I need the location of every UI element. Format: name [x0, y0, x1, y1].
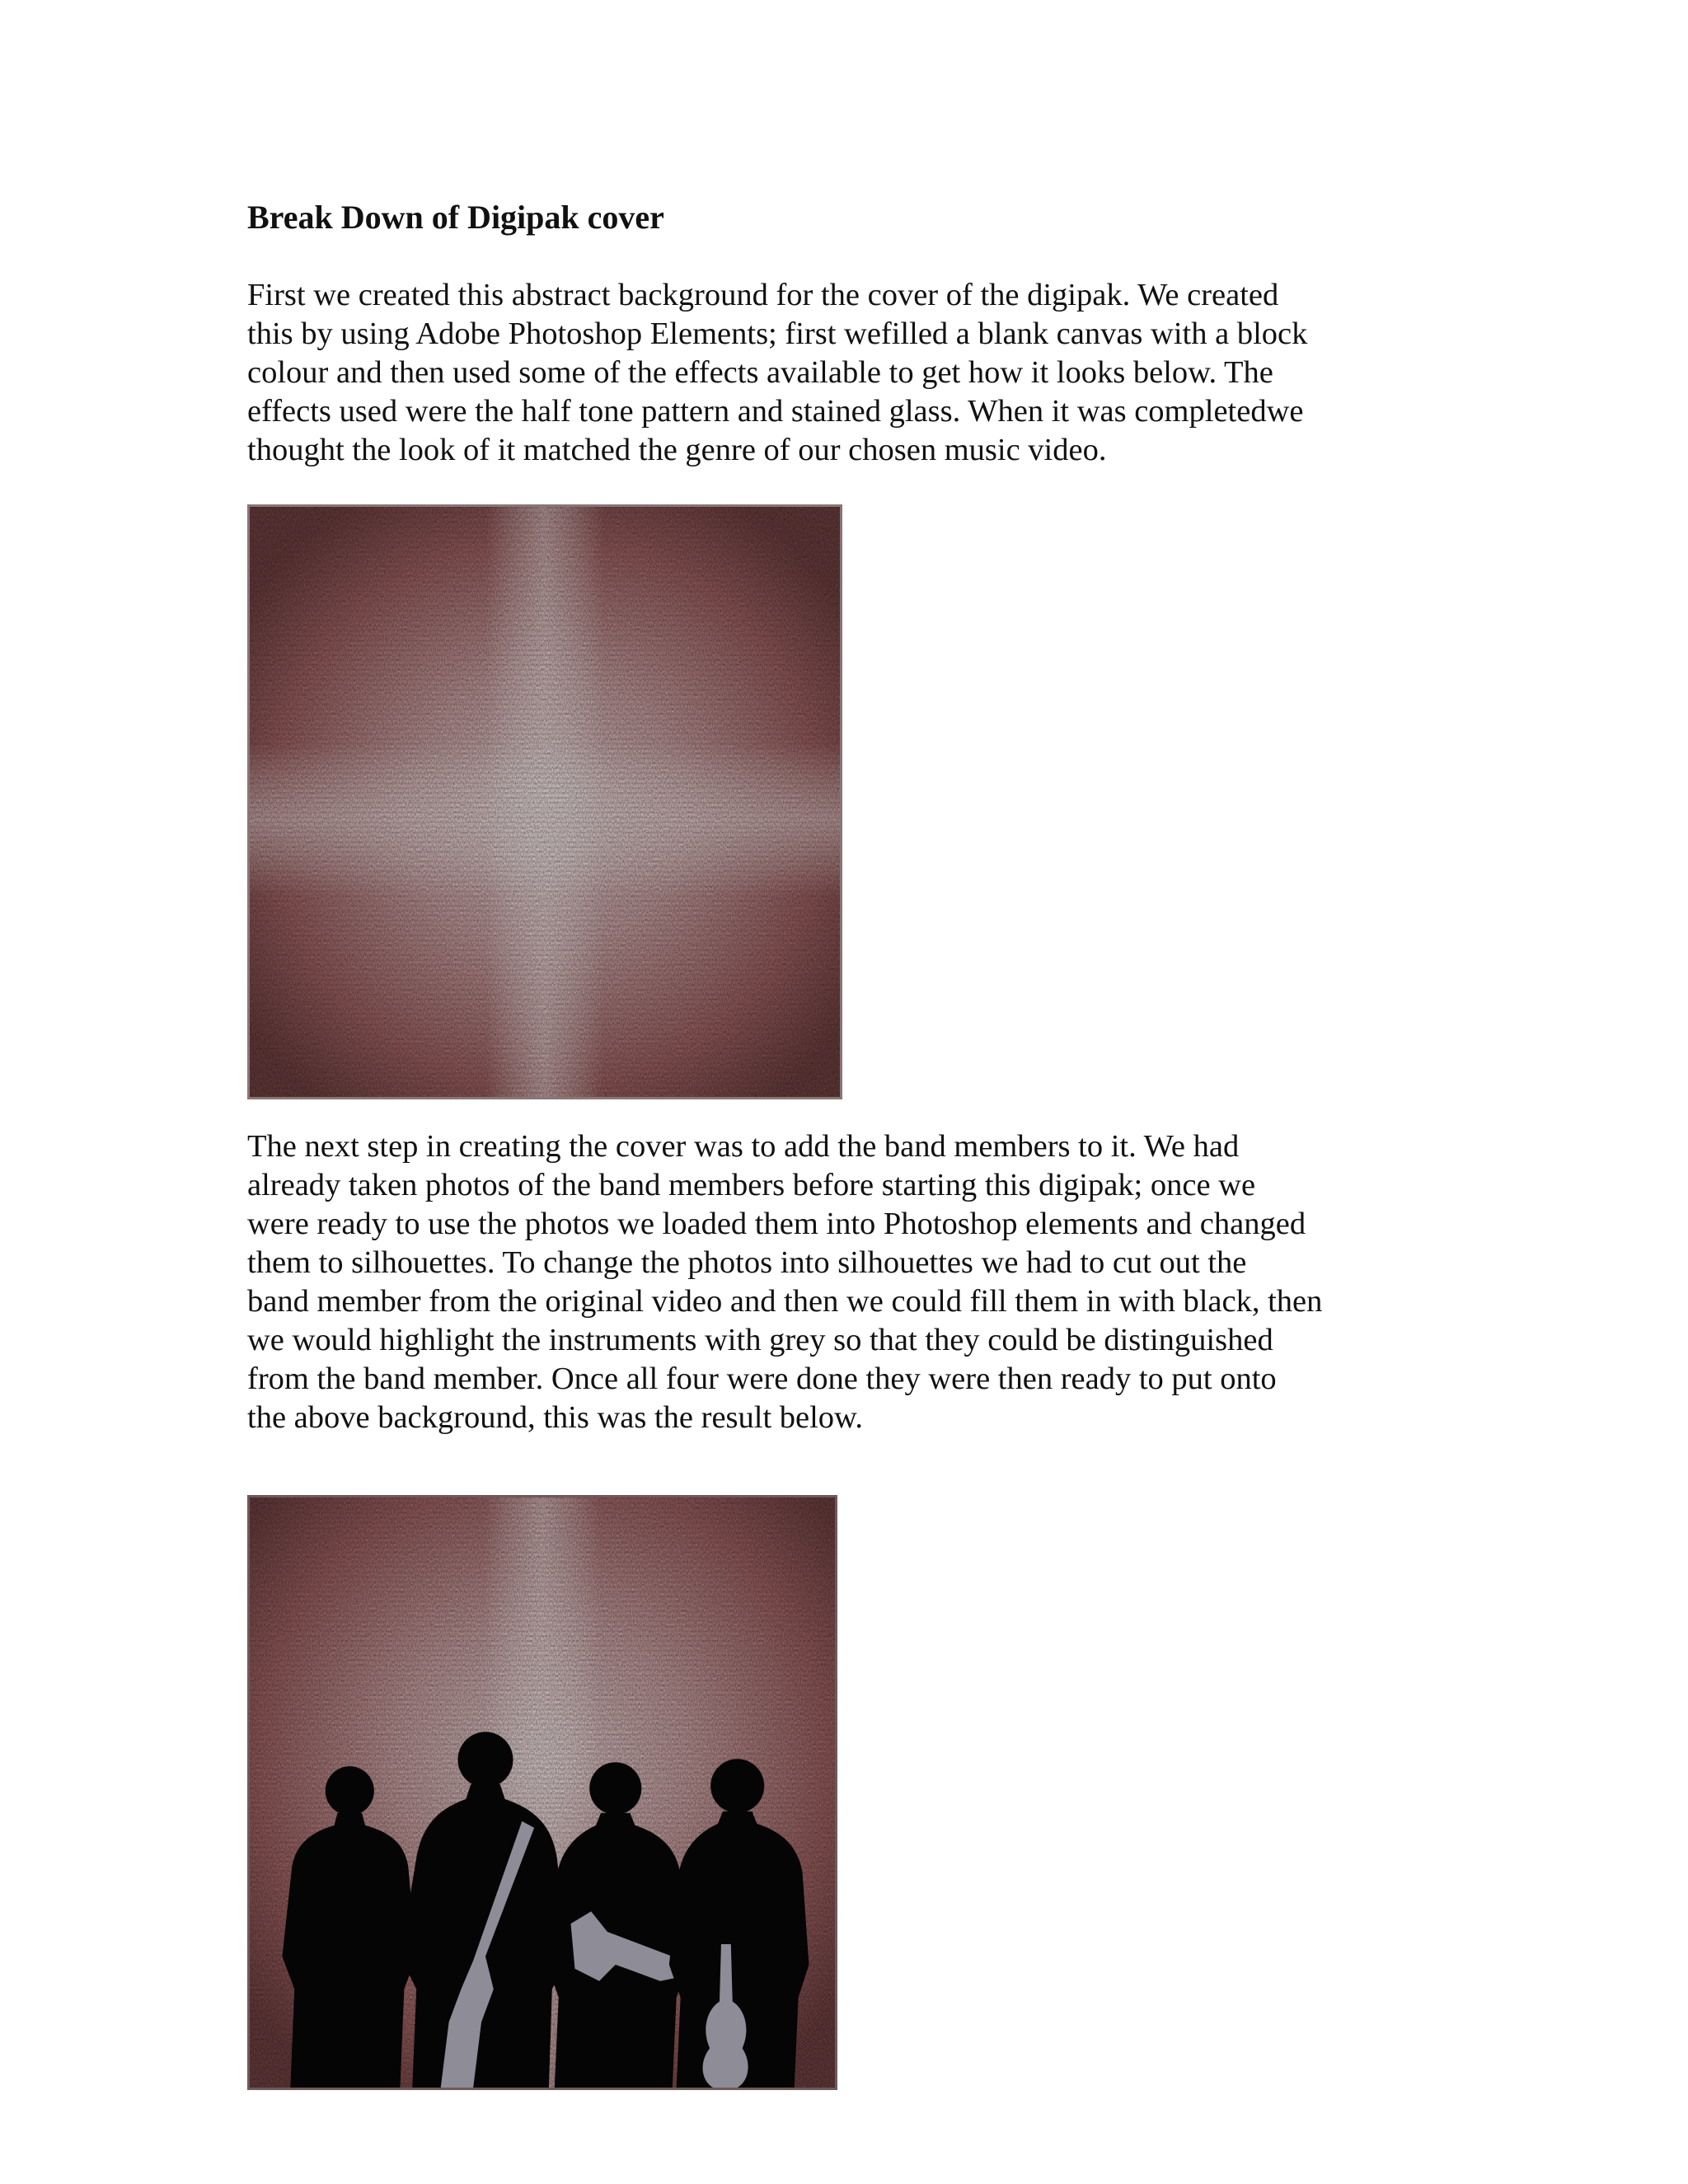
cover-composite-graphic — [250, 1497, 835, 2088]
abstract-background-image — [247, 504, 842, 1099]
paragraph-silhouettes-description: The next step in creating the cover was to add the band members to it. We had already taken photos of the band members before starting this digipak; once we were ready to use the photos we loaded them into Photoshop elements and changed them to silhouettes. To change the photos into silhouettes we had to cut out the band member from the original video and then we could fill them in with black, then we would highlight the instruments with grey so that they could be distinguished from the band member. Once all four were done they were then ready to put onto the above background, this was the result below. — [247, 1129, 1323, 1435]
paragraph-background-description: First we created this abstract background for the cover of the digipak. We created this by using Adobe Photoshop Elements; first wefilled a blank canvas with a block colour and then used some of the effects available to get how it looks below. The effects used were the half tone pattern and stained glass. When it was completedwe thought the look of it matched the genre of our chosen music video. — [247, 278, 1308, 467]
document-heading: Break Down of Digipak cover — [247, 199, 664, 236]
abstract-texture-graphic — [250, 507, 840, 1097]
band-silhouettes-cover-image — [247, 1495, 837, 2090]
